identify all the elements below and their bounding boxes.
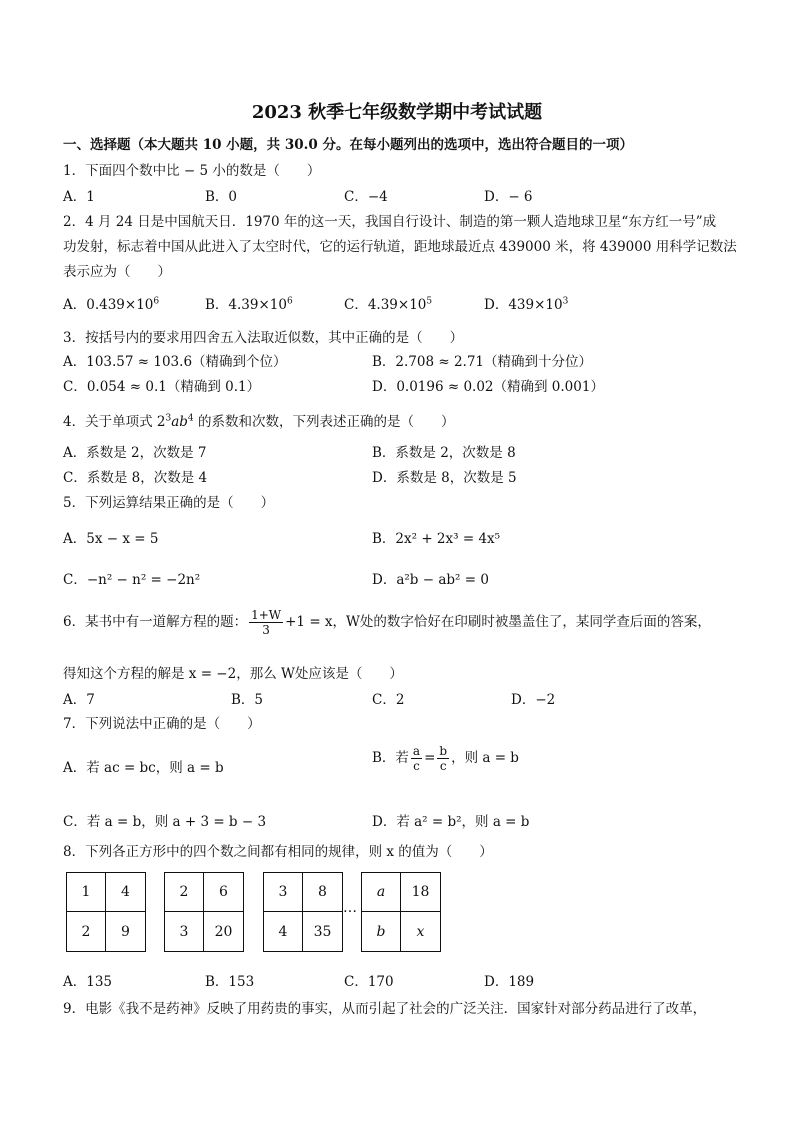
square-cell: 6 <box>204 873 243 912</box>
question-4-option-b: B．系数是 2，次数是 8 <box>372 445 516 461</box>
square-cell: b <box>362 912 401 951</box>
square-cell: 35 <box>313 923 332 940</box>
question-6-option-b: B．5 <box>231 692 264 708</box>
question-6-line-2: 得知这个方程的解是 x = −2，那么 W处应该是（ ） <box>63 666 403 682</box>
question-4-option-c: C．系数是 8，次数是 4 <box>63 470 208 486</box>
question-7-option-b: B．若 $\frac{a}{c}$ = $\frac{b}{c}$ ，则 a = b <box>372 744 519 773</box>
question-2-option-d: D．$439\times 10^3$ <box>484 296 569 313</box>
question-6-stem: 6．某书中有一道解方程的题： $\frac{1+W}{3}$ +1 = x，W处的数字恰好在印刷时被墨盖住了，某同学查后面的答案， <box>63 608 711 637</box>
question-8-stem: 8．下列各正方形中的四个数之间都有相同的规律，则 x 的值为（ ） <box>63 844 493 860</box>
question-8-option-d: D．189 <box>484 974 535 990</box>
question-7-option-d: D．若 a² = b²，则 a = b <box>372 814 530 830</box>
question-6-option-a: A．7 <box>63 692 95 708</box>
question-2-option-b: B．$4.39\times 10^6$ <box>205 296 293 313</box>
question-3-option-b: B．2.708 ≈ 2.71（精确到十分位） <box>372 354 593 370</box>
question-1-option-c: C．−4 <box>344 189 388 205</box>
question-8-option-b: B．153 <box>205 974 255 990</box>
question-3-option-a: A．103.57 ≈ 103.6（精确到个位） <box>63 354 287 370</box>
square-cell: 2 <box>165 873 204 912</box>
question-2-line-3: 表示应为（ ） <box>63 264 171 280</box>
number-square-1 <box>66 872 146 952</box>
question-1-option-a: A．1 <box>63 189 95 205</box>
question-2-line-2: 功发射，标志着中国从此进入了太空时代，它的运行轨道，距地球最近点 439000 米，将 439000 用科学记数法 <box>63 239 737 255</box>
question-5-option-d: D．a²b − ab² = 0 <box>372 572 489 588</box>
square-cell: x <box>416 923 425 940</box>
question-8-option-c: C．170 <box>344 974 394 990</box>
question-1-option-b: B．0 <box>205 189 238 205</box>
square-cell: 4 <box>264 912 303 951</box>
section-heading: 一、选择题（本大题共 10 小题，共 30.0 分。在每小题列出的选项中，选出符合题目的一项） <box>63 137 633 153</box>
square-cell: 2 <box>67 912 106 951</box>
square-cell: 9 <box>121 923 130 940</box>
square-cell: a <box>362 873 401 912</box>
square-cell: 8 <box>303 873 342 912</box>
number-square-3 <box>263 872 343 952</box>
question-1-stem: 1．下面四个数中比 − 5 小的数是（ ） <box>63 163 321 179</box>
question-6-option-c: C．2 <box>372 692 405 708</box>
square-cell: 4 <box>106 873 145 912</box>
question-9-line-1: 9．电影《我不是药神》反映了用药贵的事实，从而引起了社会的广泛关注．国家针对部分药品进行了改革， <box>63 1001 707 1017</box>
question-1-option-d: D．− 6 <box>484 189 533 205</box>
square-cell: 3 <box>264 873 303 912</box>
question-4-option-a: A．系数是 2，次数是 7 <box>63 445 207 461</box>
square-cell: 1 <box>67 873 106 912</box>
square-cell: 18 <box>401 873 440 912</box>
number-square-2 <box>164 872 244 952</box>
question-5-option-a: A．5x − x = 5 <box>63 531 159 547</box>
question-5-option-b: B．2x² + 2x³ = 4x⁵ <box>372 531 501 547</box>
number-square-4 <box>361 872 441 952</box>
question-4-option-d: D．系数是 8，次数是 5 <box>372 470 517 486</box>
question-4-stem: 4．关于单项式 $2^3ab^4$ 的系数和次数，下列表述正确的是（ ） <box>63 413 455 430</box>
page-title: 2023 秋季七年级数学期中考试试题 <box>251 102 543 123</box>
square-cell: 20 <box>214 923 233 940</box>
question-5-option-c: C．−n² − n² = −2n² <box>63 572 201 588</box>
question-5-stem: 5．下列运算结果正确的是（ ） <box>63 495 275 511</box>
question-3-option-d: D．0.0196 ≈ 0.02（精确到 0.001） <box>372 379 604 395</box>
question-2-line-1: 2．4 月 24 日是中国航天日．1970 年的这一天，我国自行设计、制造的第一颗人造地球卫星“东方红一号”成 <box>63 214 717 230</box>
question-8-option-a: A．135 <box>63 974 113 990</box>
question-6-fraction: $\frac{1+W}{3}$ <box>251 608 282 637</box>
question-2-option-c: C．$4.39\times 10^5$ <box>344 296 433 313</box>
question-7-option-c: C．若 a = b，则 a + 3 = b − 3 <box>63 814 267 830</box>
question-3-option-c: C．0.054 ≈ 0.1（精确到 0.1） <box>63 379 261 395</box>
question-6-option-d: D．−2 <box>511 692 556 708</box>
question-2-option-a: A．$0.439\times 10^6$ <box>63 296 160 313</box>
question-7-option-a: A．若 ac = bc，则 a = b <box>63 760 224 776</box>
ellipsis: … <box>343 900 357 916</box>
square-cell: 3 <box>165 912 204 951</box>
question-7-stem: 7．下列说法中正确的是（ ） <box>63 716 261 732</box>
question-3-stem: 3．按括号内的要求用四舍五入法取近似数，其中正确的是（ ） <box>63 330 464 346</box>
